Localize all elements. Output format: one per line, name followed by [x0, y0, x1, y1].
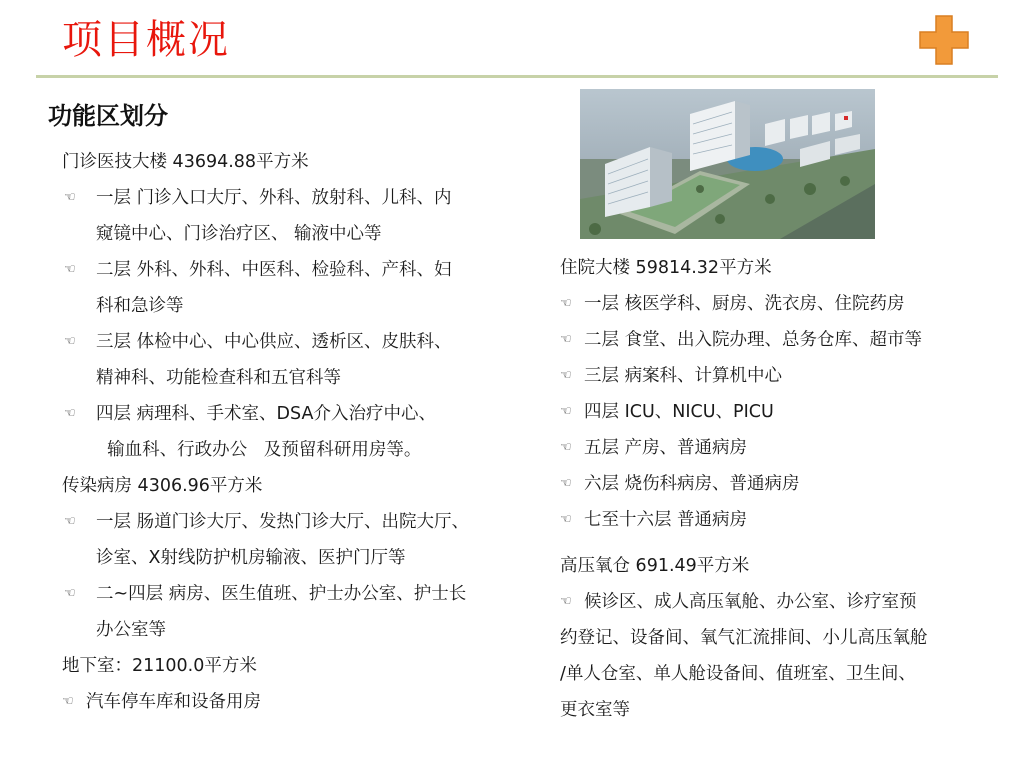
page-title: 项目概况 [62, 17, 230, 63]
pointing-hand-icon: ☜ [64, 334, 76, 349]
section-heading-basement: 地下室：21100.0平方米 [62, 656, 257, 676]
right-column [560, 250, 1000, 728]
list-item: ☜ 四层 病理科、手术室、DSA介入治疗中心、 输血科、行政办公 及预留科研用房等。 [62, 396, 532, 468]
list-item: ☜ 三层 病案科、计算机中心 [560, 358, 1000, 394]
pointing-hand-icon: ☜ [64, 190, 76, 205]
list-item: ☜ 六层 烧伤科病房、普通病房 [560, 466, 1000, 502]
left-column [62, 144, 532, 720]
list-item: ☜ 三层 体检中心、中心供应、透析区、皮肤科、 精神科、功能检查科和五官科等 [62, 324, 532, 396]
list-item: ☜ 一层 门诊入口大厅、外科、放射科、儿科、内 窥镜中心、门诊治疗区、 输液中心等 [62, 180, 532, 252]
paragraph-line: 更衣室等 [560, 700, 630, 720]
list-item: ☜ 二~四层 病房、医生值班、护士办公室、护士长 办公室等 [62, 576, 532, 648]
section-heading-hyperbaric: 高压氧仓 691.49平方米 [560, 556, 750, 576]
list-item: ☜ 七至十六层 普通病房 [560, 502, 1000, 538]
list-item: ☜ 五层 产房、普通病房 [560, 430, 1000, 466]
section-heading-outpatient: 门诊医技大楼 43694.88平方米 [62, 152, 309, 172]
list-item: ☜ 一层 肠道门诊大厅、发热门诊大厅、出院大厅、 诊室、X射线防护机房输液、医护门厅等 [62, 504, 532, 576]
pointing-hand-icon: ☜ [560, 512, 572, 527]
section-subtitle: 功能区划分 [48, 102, 168, 130]
list-item: ☜ 一层 核医学科、厨房、洗衣房、住院药房 [560, 286, 1000, 322]
list-item: ☜ 四层 ICU、NICU、PICU [560, 394, 1000, 430]
section-heading-inpatient: 住院大楼 59814.32平方米 [560, 258, 772, 278]
list-item: ☜ 二层 外科、外科、中医科、检验科、产科、妇 科和急诊等 [62, 252, 532, 324]
title-divider [36, 75, 998, 78]
pointing-hand-icon: ☜ [560, 296, 572, 311]
pointing-hand-icon: ☜ [62, 694, 74, 709]
pointing-hand-icon: ☜ [560, 368, 572, 383]
pointing-hand-icon: ☜ [64, 586, 76, 601]
pointing-hand-icon: ☜ [64, 262, 76, 277]
pointing-hand-icon: ☜ [560, 332, 572, 347]
pointing-hand-icon: ☜ [560, 440, 572, 455]
list-item: ☜ 候诊区、成人高压氧舱、办公室、诊疗室预 [560, 584, 1000, 620]
list-item: ☜ 二层 食堂、出入院办理、总务仓库、超市等 [560, 322, 1000, 358]
pointing-hand-icon: ☜ [560, 594, 572, 609]
paragraph-line: 约登记、设备间、氧气汇流排间、小儿高压氧舱 [560, 628, 928, 648]
orange-plus-icon [918, 14, 970, 66]
pointing-hand-icon: ☜ [64, 514, 76, 529]
paragraph-line: /单人仓室、单人舱设备间、值班室、卫生间、 [560, 664, 916, 684]
section-heading-infectious: 传染病房 4306.96平方米 [62, 476, 263, 496]
pointing-hand-icon: ☜ [560, 404, 572, 419]
pointing-hand-icon: ☜ [560, 476, 572, 491]
pointing-hand-icon: ☜ [64, 406, 76, 421]
hospital-aerial-image [580, 89, 875, 239]
list-item: ☜ 汽车停车库和设备用房 [62, 684, 532, 720]
